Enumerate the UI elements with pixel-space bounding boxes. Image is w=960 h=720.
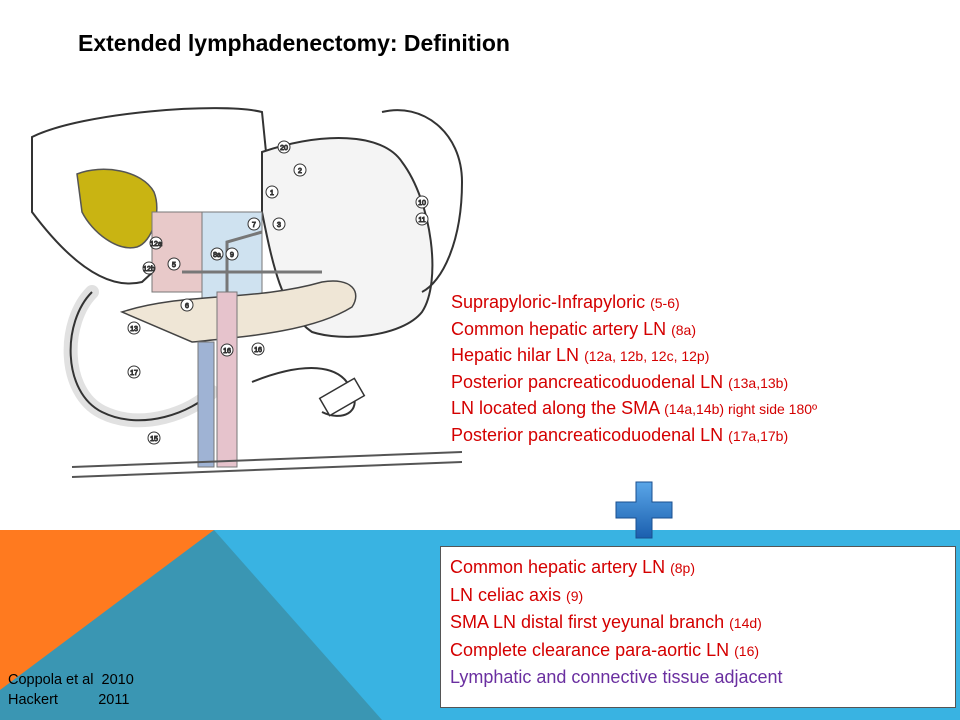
extended-lymphadenectomy-node-list bbox=[451, 290, 817, 449]
anatomy-figure bbox=[22, 92, 480, 492]
svg-text:11: 11 bbox=[418, 217, 426, 224]
svg-text:9: 9 bbox=[230, 252, 234, 259]
additional-nodes-box bbox=[440, 546, 956, 708]
svg-text:17: 17 bbox=[130, 370, 138, 377]
svg-text:6: 6 bbox=[185, 303, 189, 310]
list-item: Posterior pancreaticoduodenal LN (13a,13b) bbox=[451, 371, 789, 392]
list-item: Common hepatic artery LN (8a) bbox=[451, 318, 696, 339]
svg-text:12b: 12b bbox=[143, 266, 155, 273]
list-item: Posterior pancreaticoduodenal LN (17a,17b) bbox=[451, 424, 789, 445]
svg-text:12a: 12a bbox=[150, 241, 162, 248]
references bbox=[8, 670, 134, 710]
list-item: SMA LN distal first yeyunal branch (14d) bbox=[450, 612, 762, 632]
svg-text:20: 20 bbox=[280, 145, 288, 152]
svg-text:16: 16 bbox=[223, 348, 231, 355]
list-item: LN celiac axis (9) bbox=[450, 584, 584, 605]
list-item: Hepatic hilar LN (12a, 12b, 12c, 12p) bbox=[451, 345, 710, 365]
slide-title: Extended lymphadenectomy: Definition bbox=[78, 30, 510, 56]
list-item: LN located along the SMA (14a,14b) right side 180º bbox=[451, 398, 818, 418]
list-item: Common hepatic artery LN (8p) bbox=[450, 557, 695, 577]
svg-text:2: 2 bbox=[298, 168, 302, 175]
list-item: Suprapyloric-Infrapyloric (5-6) bbox=[451, 292, 680, 312]
svg-text:8a: 8a bbox=[213, 252, 221, 259]
svg-text:1: 1 bbox=[270, 190, 274, 197]
svg-text:13: 13 bbox=[130, 326, 138, 333]
svg-text:16: 16 bbox=[254, 347, 262, 354]
svg-text:3: 3 bbox=[277, 222, 281, 229]
svg-text:5: 5 bbox=[172, 262, 176, 269]
svg-text:10: 10 bbox=[418, 200, 426, 207]
svg-text:15: 15 bbox=[150, 436, 158, 443]
list-item: Complete clearance para-aortic LN (16) bbox=[450, 639, 760, 660]
reference-line: Hackert 2011 bbox=[8, 692, 130, 708]
reference-line: Coppola et al 2010 bbox=[8, 672, 134, 688]
list-item: Lymphatic and connective tissue adjacent bbox=[450, 667, 783, 687]
plus-icon bbox=[612, 478, 676, 542]
svg-text:7: 7 bbox=[252, 222, 256, 229]
